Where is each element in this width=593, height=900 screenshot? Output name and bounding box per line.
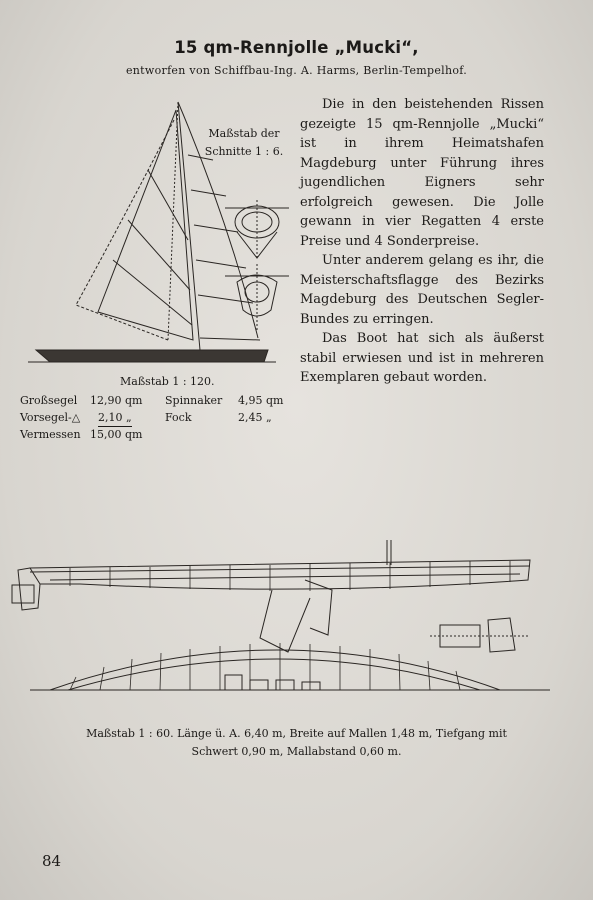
page-title: 15 qm-Rennjolle „Mucki“, [174,38,419,57]
sail-value: 4,95 qm [238,394,284,407]
sail-label: Spinnaker [165,394,223,407]
designer-subtitle: entworfen von Schiffbau-Ing. A. Harms, Berlin-Tempelhof. [125,64,468,77]
sail-label: Großsegel [20,394,78,407]
sections-scale-line2: Schnitte 1 : 6. [204,145,284,158]
article-paragraph: Unter anderem gelang es ihr, die Meisterschaftsflagge des Bezirks Magdeburg des Deutschen Segler-Bundes zu erringen. [300,253,544,327]
article-paragraph: Das Boot hat sich als äußerst stabil erwiesen und ist in mehreren Exemplaren gebaut worden. [300,331,544,385]
sail-value: 12,90 qm [90,394,143,407]
sail-plan-scale: Maßstab 1 : 120. [120,375,215,388]
hull-caption-line1: Maßstab 1 : 60. Länge ü. A. 6,40 m, Breite auf Mallen 1,48 m, Tiefgang mit [86,727,507,740]
page-number: 84 [42,852,62,870]
sail-label: Fock [165,411,192,424]
sections-scale-label [202,125,286,161]
sail-label: Vorsegel-△ [20,411,81,424]
hull-caption [0,725,593,761]
sail-value: 2,45 „ [238,411,272,424]
cross-section-drawings [225,200,295,340]
hull-construction-drawing [10,540,570,720]
article-paragraph: Die in den beistehenden Rissen gezeigte 15 qm-Rennjolle „Mucki“ ist in ihrem Heimatshafen Magdeburg unter Führung ihres jugendlichen Eigners sehr erfolgreich gewesen. Die Jolle gewann in vier Regatten 4 erste Preise und 4 Sonderpreise. [300,97,544,249]
sail-label: Vermessen [20,428,81,441]
article-text [300,95,544,388]
sections-scale-line1: Maßstab der [208,127,280,140]
sail-value: 2,10 „ [98,409,132,427]
sail-value: 15,00 qm [90,428,143,441]
hull-caption-line2: Schwert 0,90 m, Mallabstand 0,60 m. [191,745,402,758]
